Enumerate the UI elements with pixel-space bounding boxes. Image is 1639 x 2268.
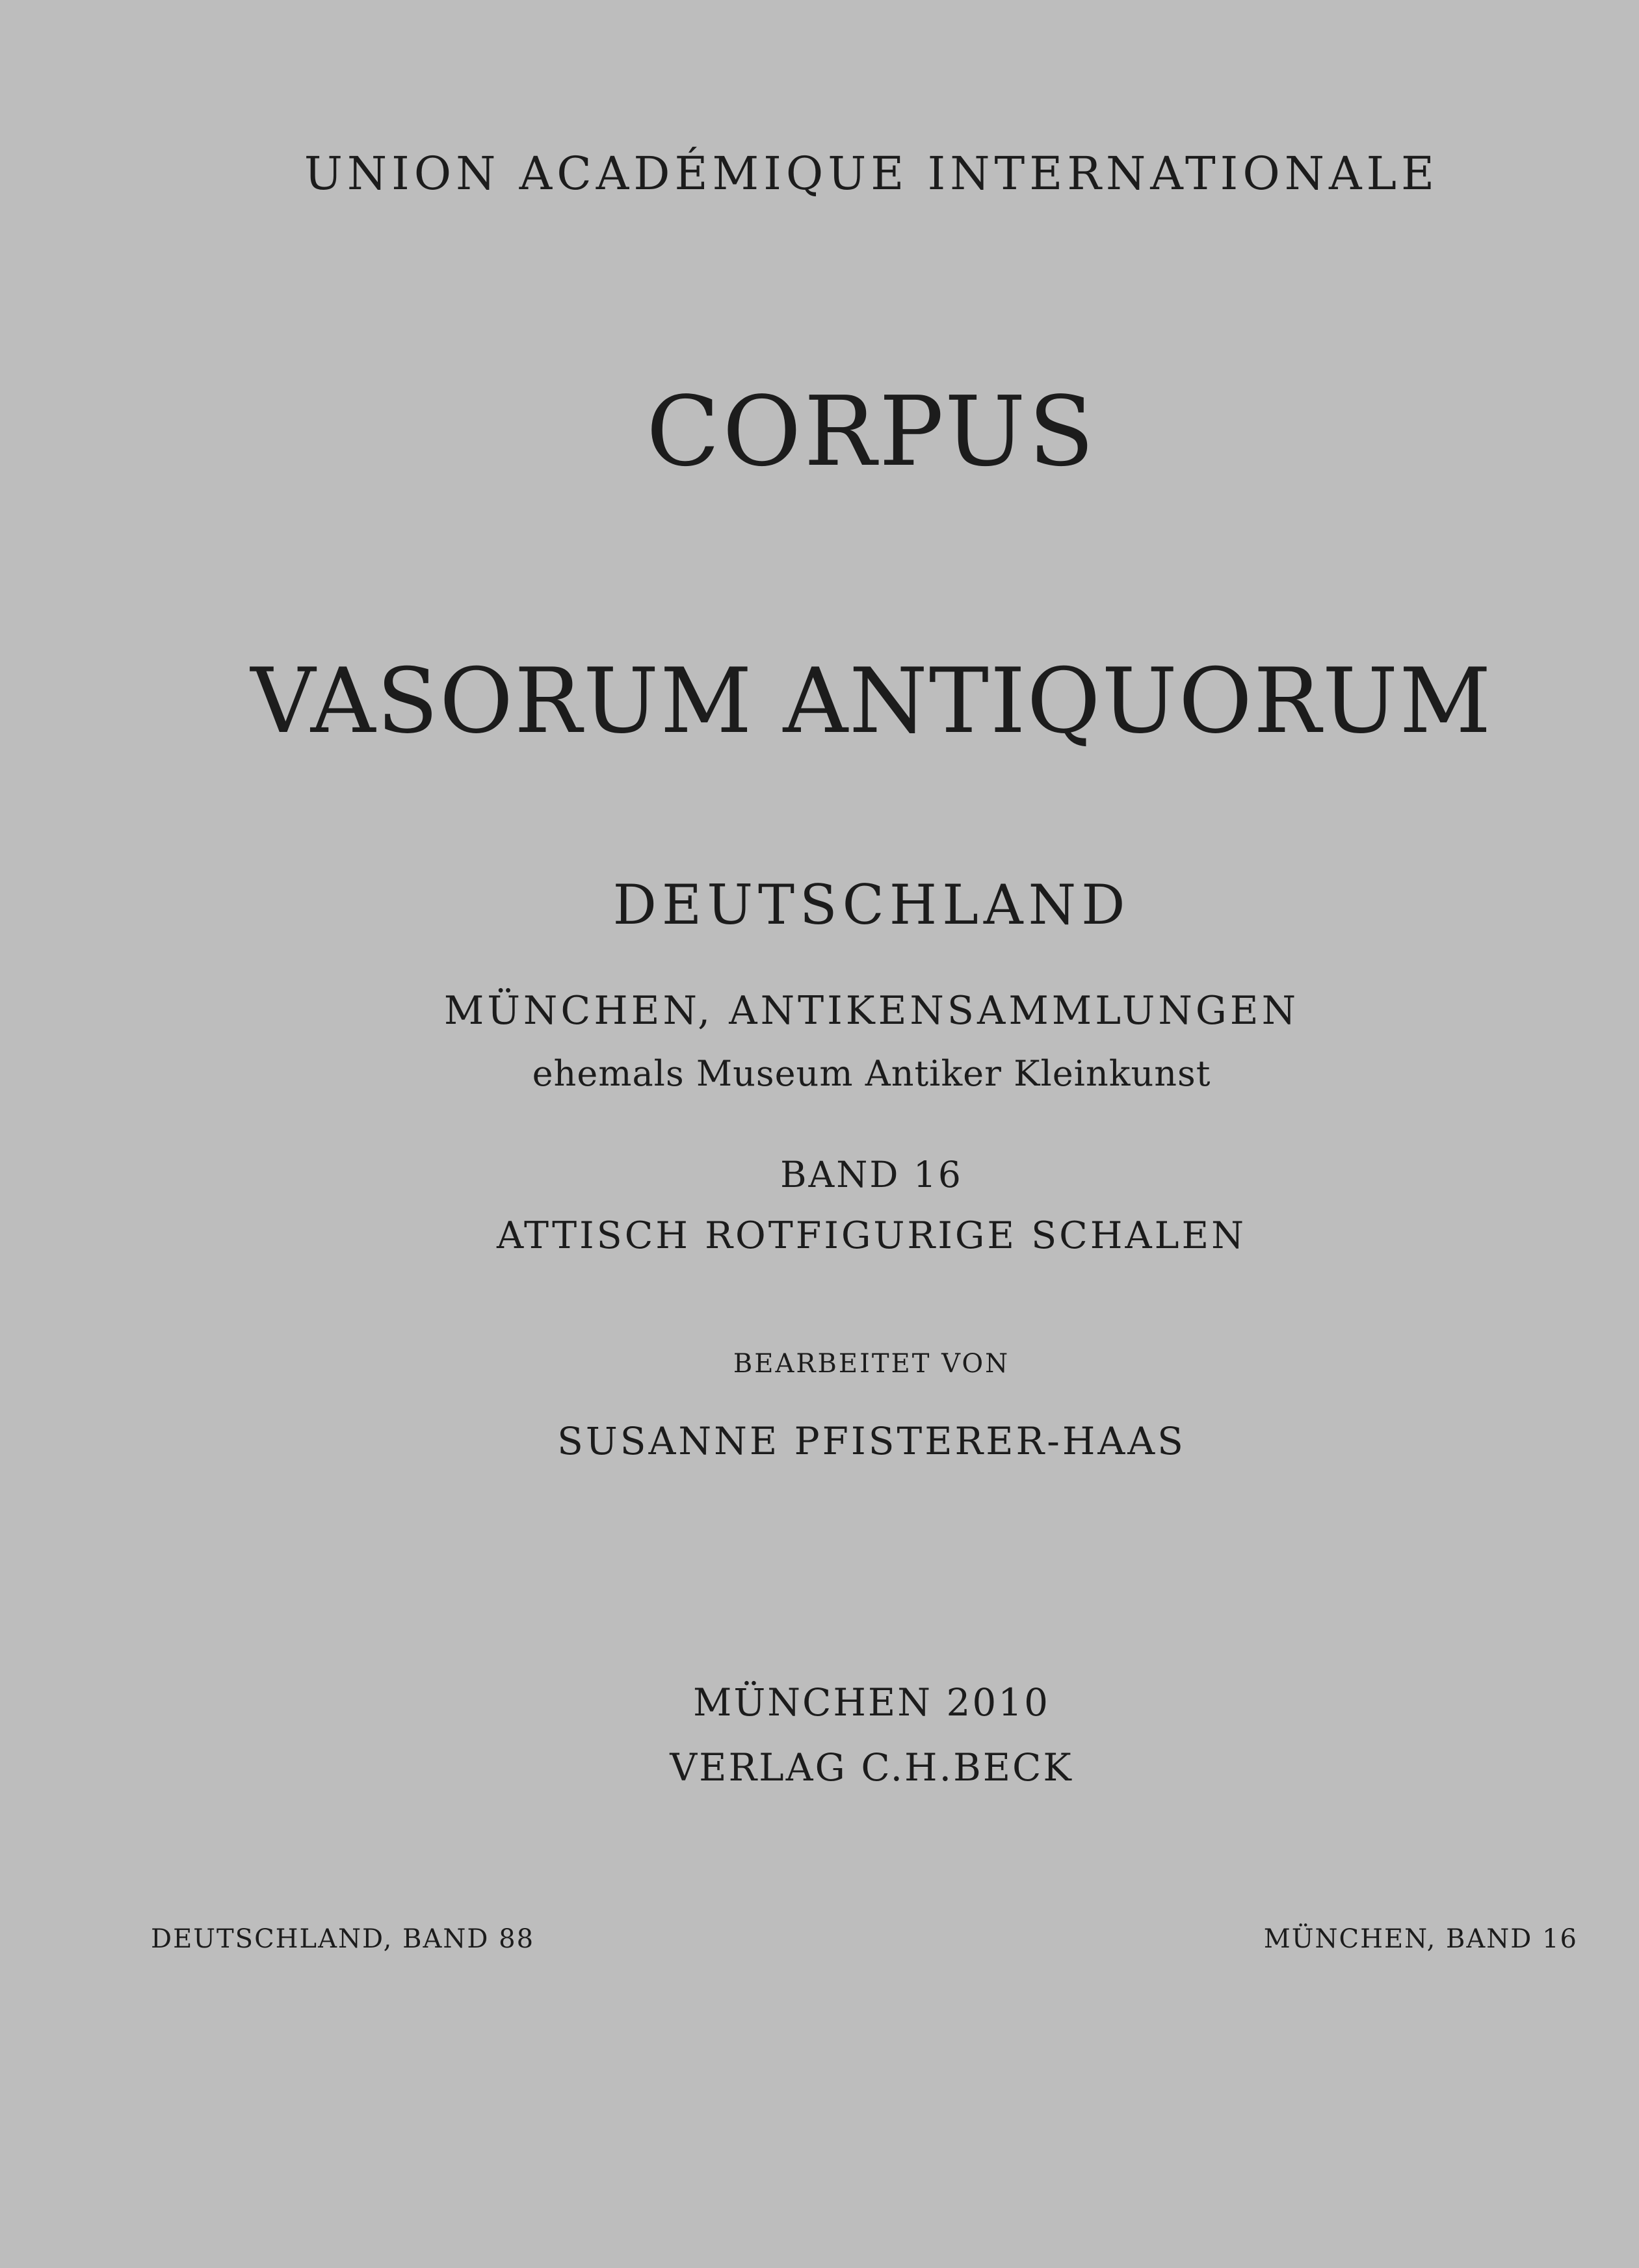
academy-name: UNION ACADÉMIQUE INTERNATIONALE bbox=[304, 147, 1439, 200]
footer-local-volume: MÜNCHEN, BAND 16 bbox=[1263, 1924, 1578, 1954]
collection-former-name: ehemals Museum Antiker Kleinkunst bbox=[532, 1053, 1211, 1094]
editor-name: SUSANNE PFISTERER-HAAS bbox=[557, 1419, 1186, 1463]
country-heading: DEUTSCHLAND bbox=[612, 873, 1131, 937]
volume-subject: ATTISCH ROTFIGURIGE SCHALEN bbox=[496, 1214, 1246, 1257]
series-title-line-1: CORPUS bbox=[646, 376, 1097, 488]
series-title-line-2: VASORUM ANTIQUORUM bbox=[250, 649, 1493, 753]
publisher-name: VERLAG C.H.BECK bbox=[670, 1745, 1073, 1790]
collection-name: MÜNCHEN, ANTIKENSAMMLUNGEN bbox=[443, 988, 1300, 1034]
publication-place-year: MÜNCHEN 2010 bbox=[692, 1680, 1051, 1725]
volume-number: BAND 16 bbox=[780, 1154, 963, 1195]
edited-by-label: BEARBEITET VON bbox=[733, 1349, 1010, 1379]
footer-series-volume: DEUTSCHLAND, BAND 88 bbox=[151, 1924, 535, 1954]
